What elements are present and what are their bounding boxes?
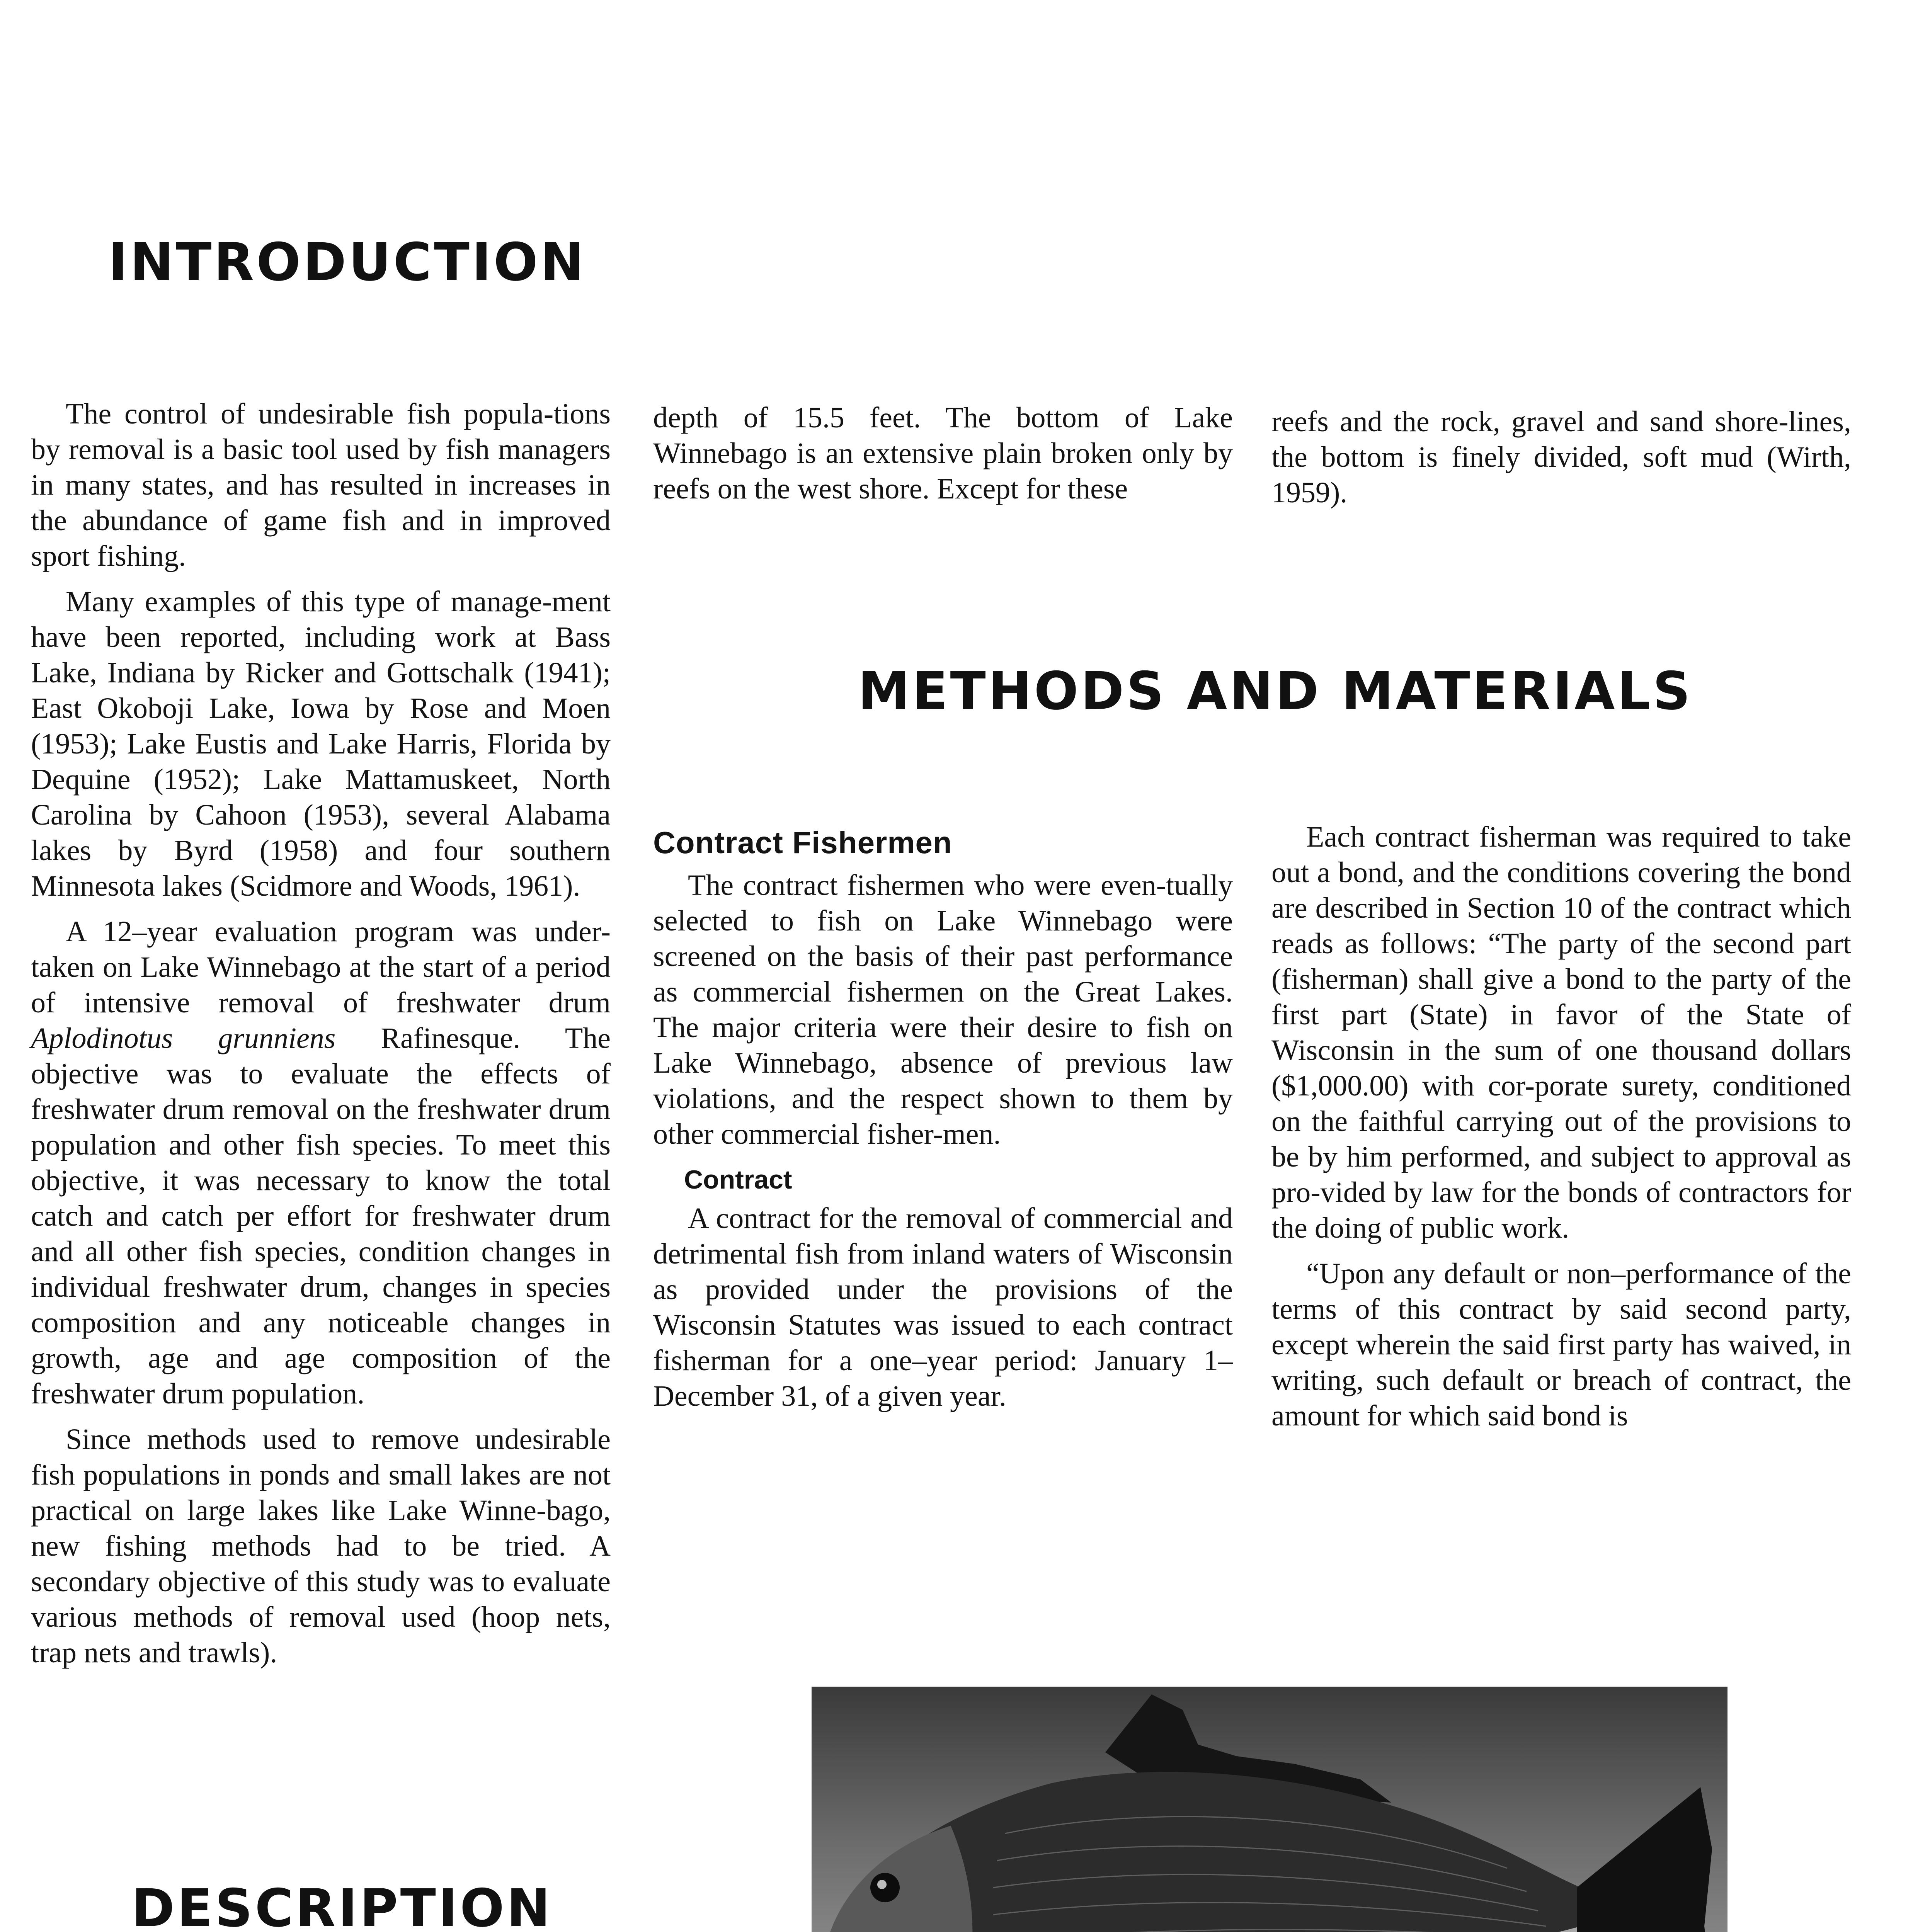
freshwater-drum-photo [812,1687,1727,1932]
description-paragraph-3: reefs and the rock, gravel and sand shore-lines, the bottom is finely divided, soft mud (Wirth, 1959). [1271,405,1851,509]
intro-paragraph-4: Since methods used to remove undesirable fish populations in ponds and small lakes are not practical on large lakes like Lake Winne-bago, new fishing methods had to be tried. A secondary objective of this study was to evaluate various methods of removal used (hoop nets, trap nets and trawls). [31,1423,611,1669]
methods-right-column [1271,819,1851,1444]
intro-p3-start: A 12–year evaluation program was under-taken on Lake Winnebago at the start of a period of intensive removal of freshwater drum [31,915,611,1019]
description-continued-middle [653,400,1233,517]
description-paragraph-2: depth of 15.5 feet. The bottom of Lake Winnebago is an extensive plain broken only by reefs on the west shore. Except for these [653,401,1233,505]
intro-p3-end: Rafinesque. The objective was to evaluate the effects of freshwater drum removal on the freshwater drum population and other fish species. To meet this objective, it was necessary to know the total catch and catch per effort for freshwater drum and all other fish species, condition changes in individual freshwater drum, changes in species composition and any noticeable changes in growth, age and age composition of the freshwater drum population. [31,1022,611,1410]
contract-subheading: Contract [684,1165,792,1194]
species-name: Aplodinotus grunniens [31,1022,336,1054]
methods-middle-column [653,825,1233,1424]
intro-paragraph-3 [31,914,611,1412]
methods-paragraph-4: “Upon any default or non–performance of the terms of this contract by said second party, except wherein the said first party has waived, in writing, such default or breach of contract, the amount for which said bond is [1271,1257,1851,1432]
description-continued-right [1271,404,1851,520]
methods-paragraph-2: A contract for the removal of commercial and detrimental fish from inland waters of Wisconsin as provided under the provisions of the Wisconsin Statutes was issued to each contract fisherman for a one–year period: January 1–December 31, of a given year. [653,1202,1233,1412]
contract-fishermen-subheading: Contract Fishermen [653,825,952,860]
methods-heading: METHODS AND MATERIALS [858,661,1693,721]
introduction-column [31,396,611,1680]
description-heading-line1: DESCRIPTION [131,1878,553,1932]
methods-paragraph-3: Each contract fisherman was required to take out a bond, and the conditions covering the bond are described in Section 10 of the contract which reads as follows: “The party of the second part (fisherman) shall give a bond to the party of the first part (State) in favor of the State of Wisconsin in the sum of one thousand dollars ($1,000.00) with cor-porate surety, conditioned on the faithful carrying out of the provisions to be by him performed, and subject to approval as pro-vided by law for the bonds of contractors for the doing of public work. [1271,821,1851,1244]
tail-fin [1577,1787,1712,1932]
introduction-heading: INTRODUCTION [108,232,586,293]
fish-illustration [812,1687,1727,1932]
intro-paragraph-1: The control of undesirable fish popula-tions by removal is a basic tool used by fish managers in many states, and has resulted in increases in the abundance of game fish and in improved sport fishing. [31,398,611,572]
intro-paragraph-2: Many examples of this type of manage-ment have been reported, including work at Bass Lake, Indiana by Ricker and Gottschalk (1941); East Okoboji Lake, Iowa by Rose and Moen (1953); Lake Eustis and Lake Harris, Florida by Dequine (1952); Lake Mattamuskeet, North Carolina by Cahoon (1953), several Alabama lakes by Byrd (1958) and four southern Minnesota lakes (Scidmore and Woods, 1961). [31,585,611,902]
methods-paragraph-1: The contract fishermen who were even-tually selected to fish on Lake Winnebago were screened on the basis of their past performance as commercial fishermen on the Great Lakes. The major criteria were their desire to fish on Lake Winnebago, absence of previous law violations, and the respect shown to them by other commercial fisher-men. [653,869,1233,1150]
fish-head [827,1826,972,1932]
